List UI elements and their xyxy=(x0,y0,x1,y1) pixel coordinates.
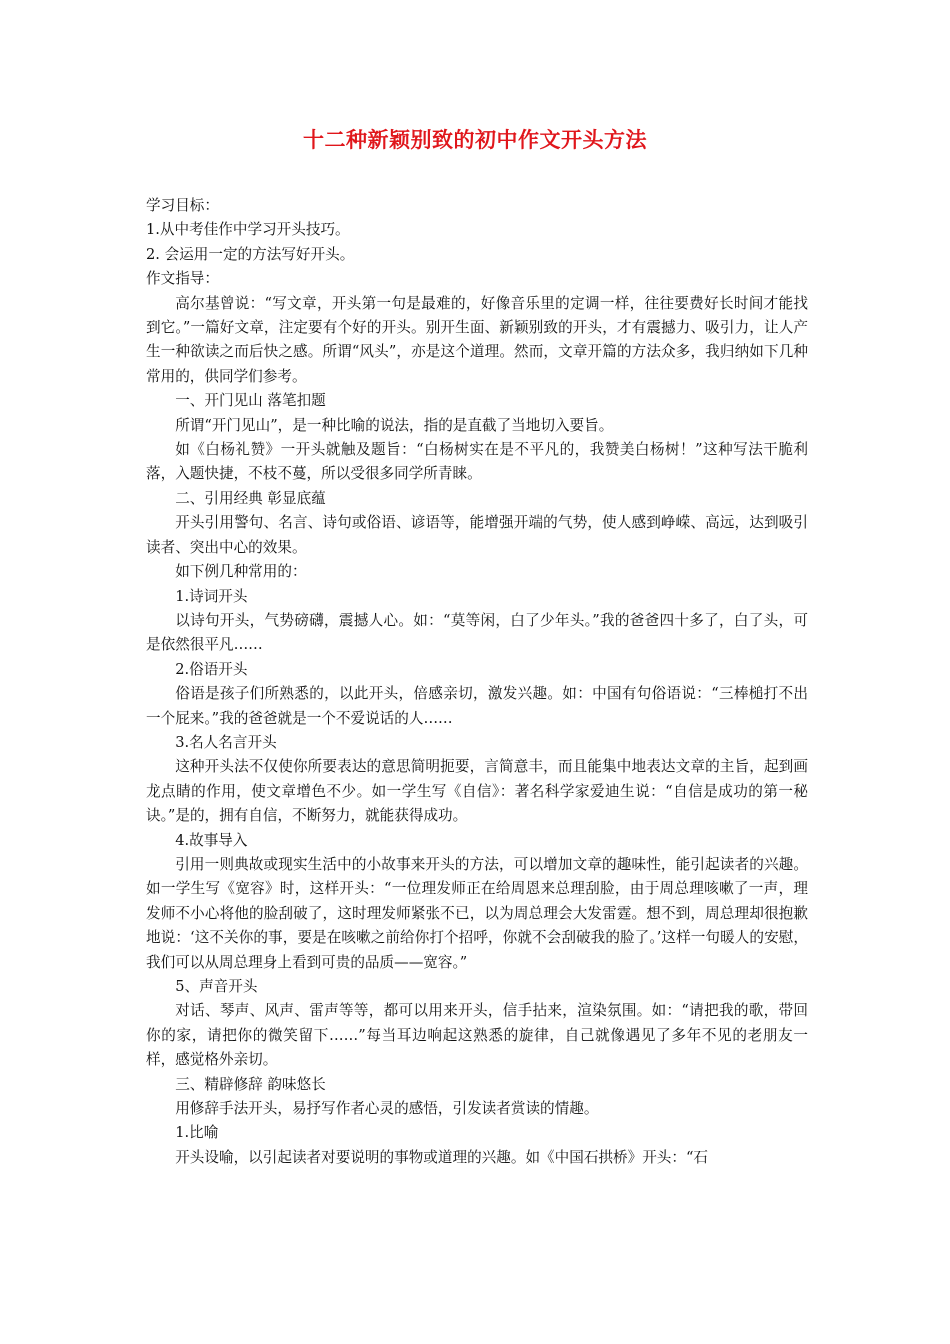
subheading: 3.名人名言开头 xyxy=(175,733,277,751)
list-item: 1.从中考佳作中学习开头技巧。 xyxy=(146,221,350,239)
paragraph: 对话、琴声、风声、雷声等等，都可以用来开头，信手拈来，渲染氛围。如：“请把我的歌，带回你的家，请把你的微笑留下……”每当耳边响起这熟悉的旋律，自己就像遇见了多年不见的老朋友一样，感觉格外亲切。 xyxy=(146,1002,808,1069)
paragraph: 如下例几种常用的： xyxy=(175,563,307,581)
paragraph: 引用一则典故或现实生活中的小故事来开头的方法，可以增加文章的趣味性，能引起读者的兴趣。如一学生写《宽容》时，这样开头：“一位理发师正在给周恩来总理刮脸，由于周总理咳嗽了一声，理发师不小心将他的脸刮破了，这时理发师紧张不已，以为周总理会大发雷霆。想不到，周总理却很抱歉地说：‘这不关你的事，要是在咳嗽之前给你打个招呼，你就不会刮破我的脸了。’这样一句暖人的安慰，我们可以从周总理身上看到可贵的品质——宽容。” xyxy=(146,855,808,971)
subheading: 2.俗语开头 xyxy=(175,660,248,678)
section-label: 学习目标： xyxy=(146,197,219,214)
subheading: 1.比喻 xyxy=(175,1124,219,1142)
paragraph: 开头设喻，以引起读者对要说明的事物或道理的兴趣。如《中国石拱桥》开头：“石 xyxy=(175,1148,709,1166)
paragraph: 如《白杨礼赞》一开头就触及题旨：“白杨树实在是不平凡的，我赞美白杨树！”这种写法干脆利落，入题快捷，不枝不蔓，所以受很多同学所青睐。 xyxy=(146,441,808,483)
list-item: 2. 会运用一定的方法写好开头。 xyxy=(146,245,355,263)
paragraph: 这种开头法不仅使你所要表达的意思简明扼要，言简意丰，而且能集中地表达文章的主旨，起到画龙点睛的作用，使文章增色不少。如一学生写《自信》：著名科学家爱迪生说：“自信是成功的第一秘诀。”是的，拥有自信，不断努力，就能获得成功。 xyxy=(146,758,808,825)
document-body xyxy=(146,194,808,1170)
section-heading: 一、开门见山 落笔扣题 xyxy=(175,392,326,410)
paragraph: 俗语是孩子们所熟悉的，以此开头，倍感亲切，激发兴趣。如：中国有句俗语说：“三棒槌打不出一个屁来。”我的爸爸就是一个不爱说话的人…… xyxy=(146,685,808,727)
paragraph: 开头引用警句、名言、诗句或俗语、谚语等，能增强开端的气势，使人感到峥嵘、高远，达到吸引读者、突出中心的效果。 xyxy=(146,514,808,556)
paragraph: 用修辞手法开头，易抒写作者心灵的感悟，引发读者赏读的情趣。 xyxy=(175,1100,599,1118)
section-heading: 三、精辟修辞 韵味悠长 xyxy=(175,1075,326,1093)
paragraph: 以诗句开头，气势磅礴，震撼人心。如：“莫等闲，白了少年头。”我的爸爸四十多了，白了头，可是依然很平凡…… xyxy=(146,611,808,654)
paragraph: 所谓“开门见山”，是一种比喻的说法，指的是直截了当地切入要旨。 xyxy=(175,416,614,434)
subheading: 4.故事导入 xyxy=(175,831,248,849)
subheading: 1.诗词开头 xyxy=(175,587,248,605)
section-label: 作文指导： xyxy=(146,270,219,288)
subheading: 5、声音开头 xyxy=(175,978,258,995)
section-heading: 二、引用经典 彰显底蕴 xyxy=(175,489,326,507)
document-title: 十二种新颖别致的初中作文开头方法 xyxy=(303,128,647,152)
paragraph: 高尔基曾说：“写文章，开头第一句是最难的，好像音乐里的定调一样，往往要费好长时间才能找到它。”一篇好文章，注定要有个好的开头。别开生面、新颖别致的开头，才有震撼力、吸引力，让人产生一种欲读之而后快之感。所谓“风头”，亦是这个道理。然而，文章开篇的方法众多，我归纳如下几种常用的，供同学们参考。 xyxy=(146,294,808,385)
